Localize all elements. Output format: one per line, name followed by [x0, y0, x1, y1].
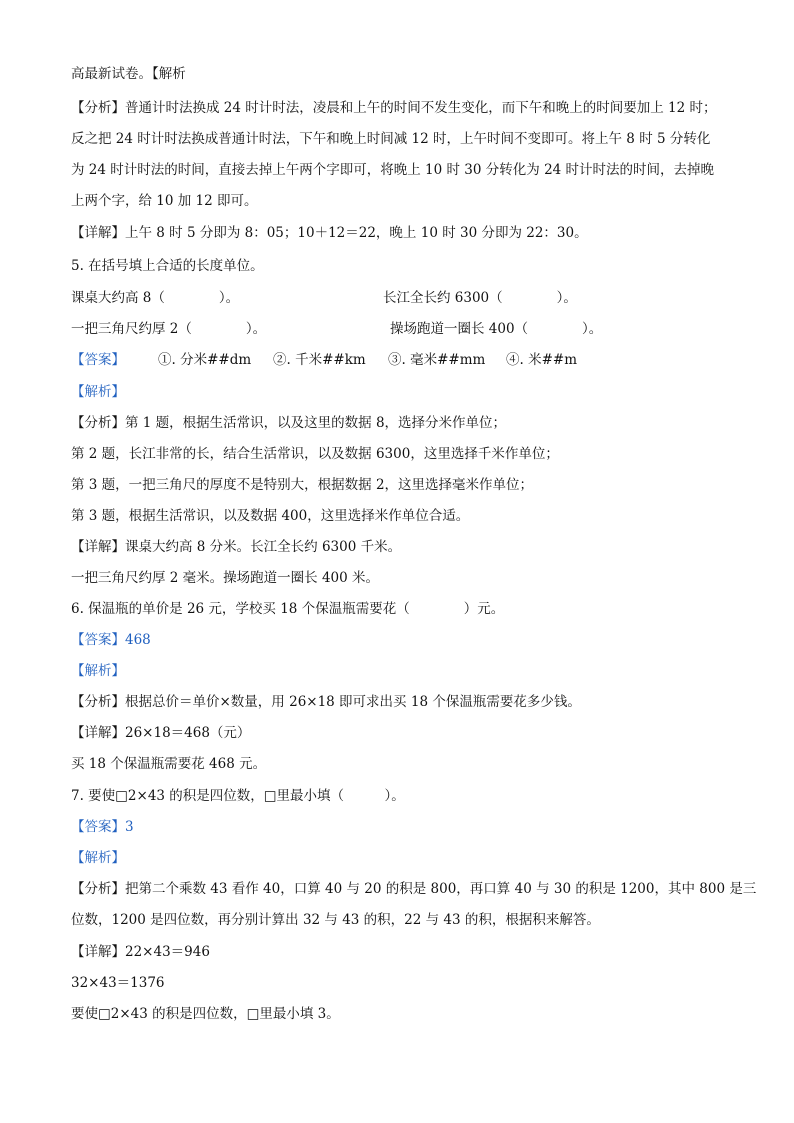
answer-line: 【答案】3: [71, 819, 134, 835]
answer-3: ③. 毫米##mm: [388, 352, 486, 368]
text-line: 位数，1200 是四位数，再分别计算出 32 与 43 的积，22 与 43 的积，根据积来解答。: [71, 912, 600, 928]
analysis-line: 【分析】第 1 题，根据生活常识，以及这里的数据 8，选择分米作单位；: [71, 415, 507, 431]
answer-4: ④. 米##m: [506, 352, 578, 368]
text-line: 买 18 个保温瓶需要花 468 元。: [71, 756, 267, 772]
text-line: 一把三角尺约厚 2 毫米。操场跑道一圈长 400 米。: [71, 570, 380, 586]
text-line: 为 24 时计时法的时间，直接去掉上午两个字即可，将晚上 10 时 30 分转化为 24 时计时法的时间，去掉晚: [71, 162, 715, 178]
question-5-item-2: 长江全长约 6300（ ）。: [383, 290, 577, 306]
text-line: 反之把 24 时计时法换成普通计时法，下午和晚上时间减 12 时，上午时间不变即可。将上午 8 时 5 分转化: [71, 131, 711, 147]
explanation-label: 【解析】: [71, 384, 125, 400]
answer-label: 【答案】: [71, 352, 125, 368]
question-7-title: 7. 要使□2×43 的积是四位数，□里最小填（ ）。: [71, 788, 405, 804]
question-6-title: 6. 保温瓶的单价是 26 元，学校买 18 个保温瓶需要花（ ）元。: [71, 601, 505, 617]
text-line: 第 3 题，一把三角尺的厚度不是特别大，根据数据 2，这里选择毫米作单位；: [71, 477, 534, 493]
answer-1: ①. 分米##dm: [158, 352, 252, 368]
question-5-item-4: 操场跑道一圈长 400（ ）。: [390, 321, 603, 337]
explanation-label: 【解析】: [71, 850, 125, 866]
text-line: 32×43＝1376: [71, 975, 165, 991]
text-line: 要使□2×43 的积是四位数，□里最小填 3。: [71, 1006, 340, 1022]
analysis-line: 【分析】普通计时法换成 24 时计时法，凌晨和上午的时间不发生变化，而下午和晚上的时间要加上 12 时；: [71, 100, 717, 116]
text-line: 第 3 题，根据生活常识，以及数据 400，这里选择米作单位合适。: [71, 508, 470, 524]
explanation-label: 【解析】: [71, 663, 125, 679]
detail-line: 【详解】课桌大约高 8 分米。长江全长约 6300 千米。: [71, 539, 402, 555]
text-line: 上两个字，给 10 加 12 即可。: [71, 193, 258, 209]
detail-line: 【详解】上午 8 时 5 分即为 8：05；10＋12＝22，晚上 10 时 30 分即为 22：30。: [71, 225, 588, 241]
text-line: 高最新试卷。【解析: [71, 66, 186, 82]
detail-line: 【详解】26×18＝468（元）: [71, 725, 251, 741]
detail-line: 【详解】22×43＝946: [71, 944, 210, 960]
answer-2: ②. 千米##km: [273, 352, 366, 368]
question-5-item-3: 一把三角尺约厚 2（ ）。: [71, 321, 267, 337]
analysis-line: 【分析】把第二个乘数 43 看作 40，口算 40 与 20 的积是 800，再口算 40 与 30 的积是 1200，其中 800 是三: [71, 881, 757, 897]
question-5-item-1: 课桌大约高 8（ ）。: [71, 290, 240, 306]
analysis-line: 【分析】根据总价＝单价×数量，用 26×18 即可求出买 18 个保温瓶需要花多少钱。: [71, 694, 581, 710]
text-line: 第 2 题，长江非常的长，结合生活常识，以及数据 6300，这里选择千米作单位；: [71, 446, 559, 462]
question-5-title: 5. 在括号填上合适的长度单位。: [71, 258, 264, 274]
answer-line: 【答案】468: [71, 632, 151, 648]
